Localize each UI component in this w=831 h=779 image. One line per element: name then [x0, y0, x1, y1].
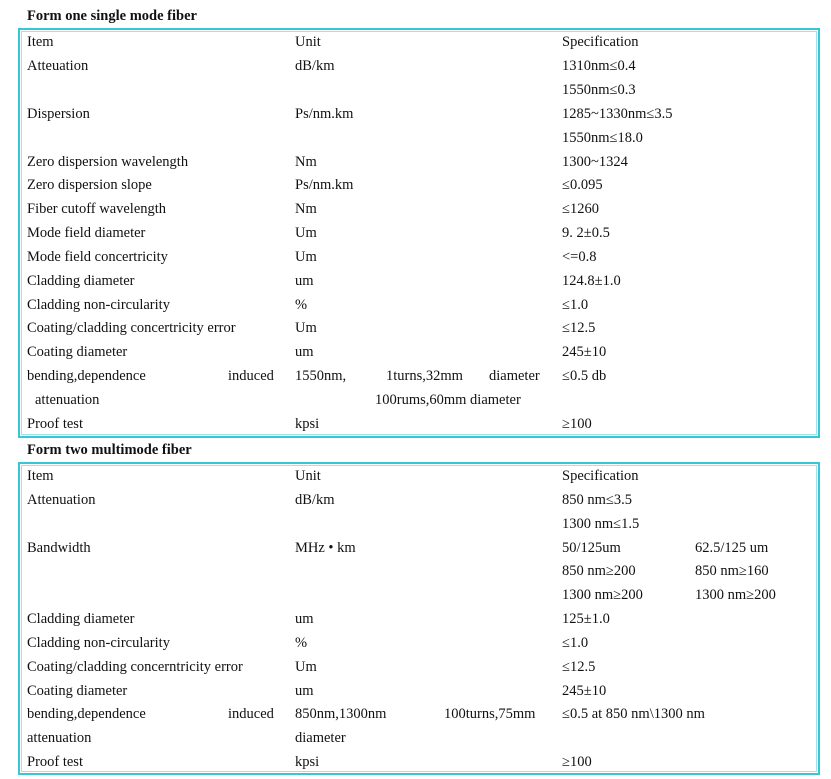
header-unit: Unit [295, 468, 321, 484]
form-two-title: Form two multimode fiber [27, 442, 192, 458]
row-spec: 50/125um [562, 540, 621, 556]
header-specification: Specification [562, 34, 639, 50]
row-item: Mode field diameter [27, 225, 146, 241]
row-item: Coating diameter [27, 683, 128, 699]
row-unit: % [295, 635, 308, 651]
row-spec: 245±10 [562, 683, 607, 699]
row-unit: kpsi [295, 416, 320, 432]
row-spec: 1300 nm≥200 [695, 587, 776, 603]
row-item: Bandwidth [27, 540, 91, 556]
row-item: Zero dispersion slope [27, 177, 152, 193]
row-spec: 1300 nm≤1.5 [562, 516, 640, 532]
row-unit: Um [295, 249, 317, 265]
row-spec: 124.8±1.0 [562, 273, 621, 289]
row-item: attenuation [27, 730, 92, 746]
form-one-title: Form one single mode fiber [27, 8, 197, 24]
row-spec: 1300 nm≥200 [562, 587, 643, 603]
row-unit: 1550nm, [295, 368, 347, 384]
row-item: Dispersion [27, 106, 90, 122]
row-spec: 245±10 [562, 344, 607, 360]
row-unit: um [295, 273, 314, 289]
header-unit: Unit [295, 34, 321, 50]
row-item: Cladding diameter [27, 611, 135, 627]
row-spec: 850 nm≥200 [562, 563, 636, 579]
row-spec: 1550nm≤18.0 [562, 130, 643, 146]
row-item: Fiber cutoff wavelength [27, 201, 167, 217]
row-item: Zero dispersion wavelength [27, 154, 189, 170]
row-unit: diameter [489, 368, 540, 384]
row-item: bending,dependence [27, 706, 146, 722]
row-spec: ≥100 [562, 754, 592, 770]
row-item: Atteuation [27, 58, 89, 74]
row-unit: 100rums,60mm diameter [375, 392, 521, 408]
header-item: Item [27, 34, 54, 50]
row-spec: ≤0.095 [562, 177, 603, 193]
row-spec: 1550nm≤0.3 [562, 82, 636, 98]
row-unit: % [295, 297, 308, 313]
row-unit: Um [295, 320, 317, 336]
row-unit: Um [295, 225, 317, 241]
row-unit: Ps/nm.km [295, 177, 354, 193]
row-spec: ≤1.0 [562, 297, 589, 313]
row-item: Cladding diameter [27, 273, 135, 289]
row-unit: dB/km [295, 492, 335, 508]
row-spec: 9. 2±0.5 [562, 225, 610, 241]
row-spec: 1285~1330nm≤3.5 [562, 106, 673, 122]
row-spec: 850 nm≤3.5 [562, 492, 632, 508]
row-item: induced [228, 368, 274, 384]
row-unit: Um [295, 659, 317, 675]
header-item: Item [27, 468, 54, 484]
row-unit: um [295, 683, 314, 699]
row-unit: 100turns,75mm [444, 706, 536, 722]
row-spec: ≤12.5 [562, 320, 596, 336]
row-unit: diameter [295, 730, 346, 746]
header-specification: Specification [562, 468, 639, 484]
row-item: Coating/cladding concerntricity error [27, 659, 243, 675]
row-item: Mode field concertricity [27, 249, 168, 265]
row-unit: 850nm,1300nm [295, 706, 387, 722]
row-item: attenuation [35, 392, 100, 408]
row-spec: ≤0.5 db [562, 368, 607, 384]
row-spec: ≤0.5 at 850 nm\1300 nm [562, 706, 705, 722]
row-spec: 1300~1324 [562, 154, 628, 170]
row-item: Attenuation [27, 492, 96, 508]
row-unit: dB/km [295, 58, 335, 74]
row-item: Coating diameter [27, 344, 128, 360]
row-item: Coating/cladding concertricity error [27, 320, 236, 336]
row-spec: <=0.8 [562, 249, 597, 265]
row-unit: Ps/nm.km [295, 106, 354, 122]
row-spec: ≤1.0 [562, 635, 589, 651]
row-spec: ≤12.5 [562, 659, 596, 675]
row-item: Proof test [27, 416, 83, 432]
row-unit: Nm [295, 154, 317, 170]
form-two-table-border [18, 462, 820, 775]
row-spec: 125±1.0 [562, 611, 610, 627]
row-spec: 1310nm≤0.4 [562, 58, 636, 74]
row-spec: 850 nm≥160 [695, 563, 769, 579]
row-unit: 1turns,32mm [386, 368, 463, 384]
row-spec: ≥100 [562, 416, 592, 432]
row-item: Cladding non-circularity [27, 635, 170, 651]
row-spec: ≤1260 [562, 201, 599, 217]
row-unit: um [295, 344, 314, 360]
row-unit: Nm [295, 201, 317, 217]
row-unit: MHz • km [295, 540, 356, 556]
row-item: induced [228, 706, 274, 722]
row-spec: 62.5/125 um [695, 540, 769, 556]
row-unit: um [295, 611, 314, 627]
row-unit: kpsi [295, 754, 320, 770]
row-item: Cladding non-circularity [27, 297, 170, 313]
row-item: bending,dependence [27, 368, 146, 384]
row-item: Proof test [27, 754, 83, 770]
